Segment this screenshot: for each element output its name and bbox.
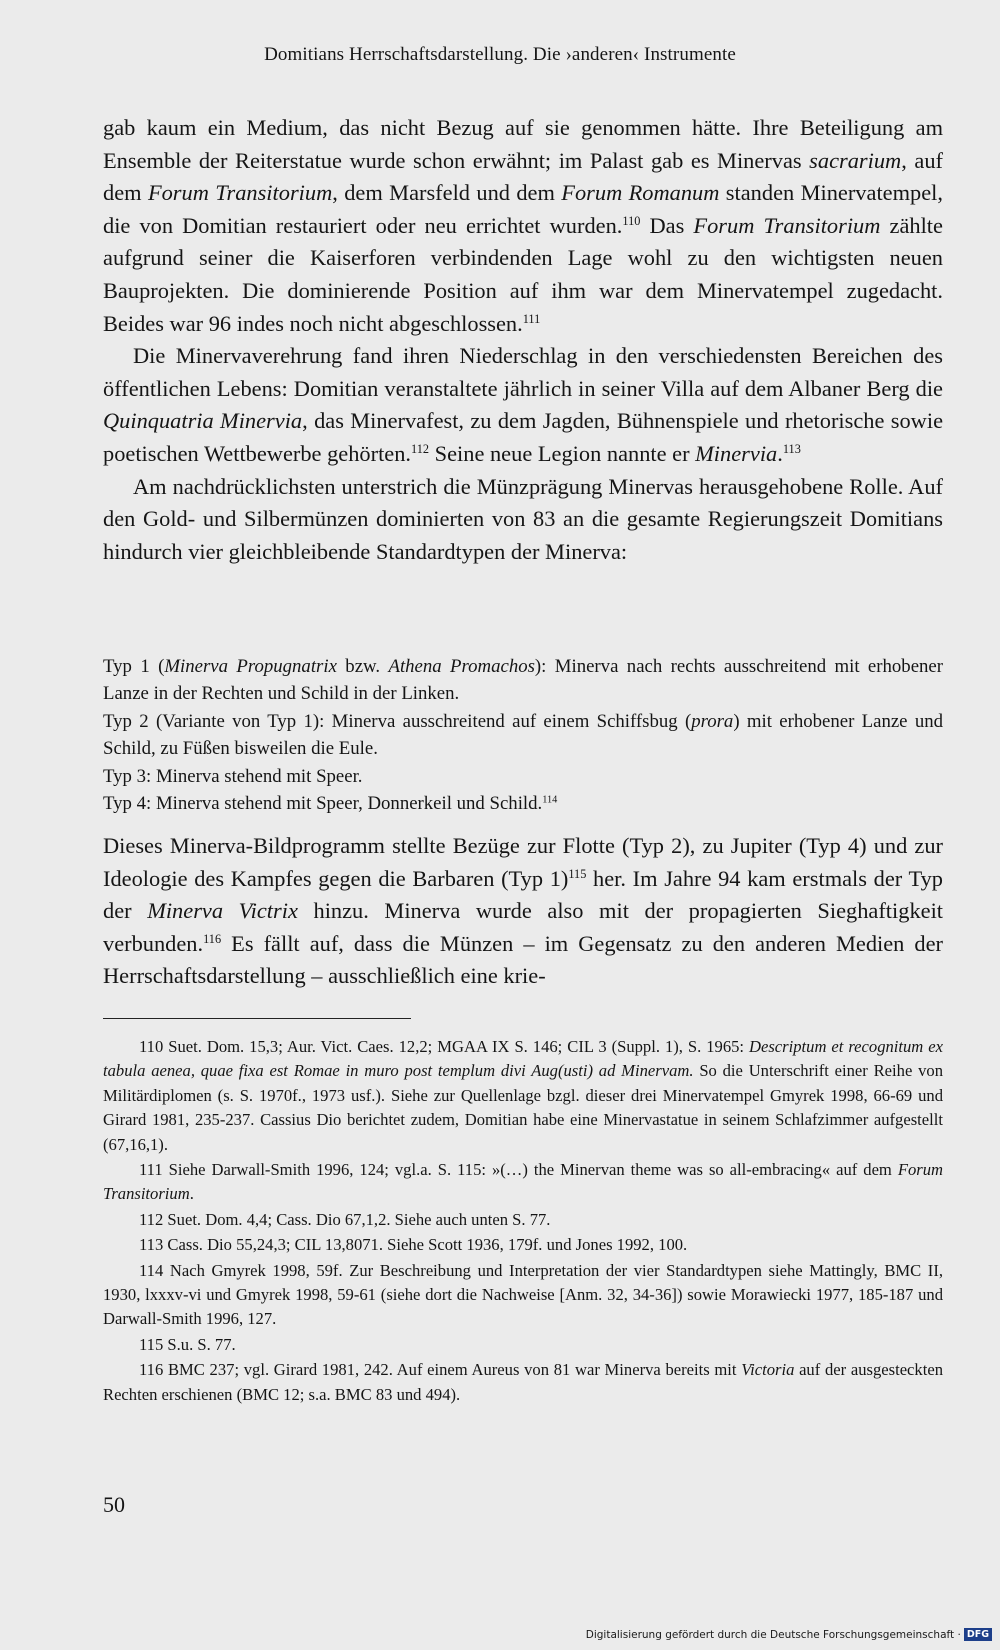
footnote-110: 110 Suet. Dom. 15,3; Aur. Vict. Caes. 12,2; MGAA IX S. 146; CIL 3 (Suppl. 1), S. 1965: Descriptum et recognitum ex tabula aenea, quae fixa est Romae in muro post templum divi Aug(usti) ad Minervam. So die Unterschrift einer Reihe von Militärdiplomen (s. S. 1970f., 1973 usf.). Siehe zur Quellenlage bzgl. dieser drei Minervatempel Gmyrek 1998, 66-69 und Girard 1981, 235-237. Cassius Dio berichtet zudem, Domitian habe eine Minervastatue in seinem Schlafzimmer aufgestellt (67,16,1). (103, 1037, 944, 1154)
paragraph-4: Dieses Minerva-Bildprogramm stellte Bezüge zur Flotte (Typ 2), zu Jupiter (Typ 4) und zur Ideologie des Kampfes gegen die Barbaren (Typ 1)$^{115}$ her. Im Jahre 94 kam erstmals der Typ der Minerva Victrix hinzu. Minerva wurde also mit der propagierten Sieghaftigkeit verbunden.$^{116}$ Es fällt auf, dass die Münzen – im Gegensatz zu den anderen Medien der Herrschaftsdarstellung – ausschließlich eine krie- (103, 833, 944, 989)
credit-text: Digitalisierung gefördert durch die Deutsche Forschungsgemeinschaft · (585, 1628, 961, 1641)
footnote-113: 113 Cass. Dio 55,24,3; CIL 13,8071. Siehe Scott 1936, 179f. und Jones 1992, 100. (139, 1235, 688, 1255)
footnote-112: 112 Suet. Dom. 4,4; Cass. Dio 67,1,2. Siehe auch unten S. 77. (139, 1209, 551, 1229)
coin-type-list (103, 653, 943, 817)
paragraph-2: Die Minervaverehrung fand ihren Niederschlag in den verschiedensten Bereichen des öffentlichen Lebens: Domitian veranstaltete jährlich in seiner Villa auf dem Albaner Berg die Quinquatria Minervia, das Minervafest, zu dem Jagden, Bühnenspiele und rhetorische sowie poetischen Wettbewerbe gehörten.$^{112}$ Seine neue Legion nannte er Minervia.$^{113}$ (103, 343, 944, 466)
dfg-logo: DFG (964, 1628, 992, 1641)
coin-type-3: Typ 3: Minerva stehend mit Speer. (103, 765, 363, 787)
main-text-upper (103, 112, 943, 568)
footnote-ref-111[interactable]: 111 (522, 311, 541, 326)
paragraph-3: Am nachdrücklichsten unterstrich die Münzprägung Minervas herausgehobene Rolle. Auf den Gold- und Silbermünzen dominierten von 83 an die gesamte Regierungszeit Domitians hindurch vier gleichbleibende Standardtypen der Minerva: (103, 473, 943, 564)
paragraph-1: gab kaum ein Medium, das nicht Bezug auf sie genommen hätte. Ihre Beteiligung am Ensemble der Reiterstatue wurde schon erwähnt; im Palast gab es Minervas sacrarium, auf dem Forum Transitorium, dem Marsfeld und dem Forum Romanum standen Minervatempel, die von Domitian restauriert oder neu errichtet wurden.$^{110}$ Das Forum Transitorium zählte aufgrund seiner die Kaiserforen verbindenden Lage wohl zu den wichtigsten neuen Bauprojekten. Die dominierende Position auf ihm war dem Minervatempel zugedacht. Beides war 96 indes noch nicht abgeschlossen.$^{111}$ (103, 115, 943, 336)
coin-type-2: Typ 2 (Variante von Typ 1): Minerva ausschreitend auf einem Schiffsbug (prora) mit erhobener Lanze und Schild, zu Füßen bisweilen die Eule. (103, 710, 943, 760)
footnote-ref-115[interactable]: 115 (568, 866, 587, 881)
running-head: Domitians Herrschaftsdarstellung. Die ›anderen‹ Instrumente (264, 44, 736, 65)
footnote-ref-110[interactable]: 110 (622, 213, 641, 228)
footnote-115: 115 S.u. S. 77. (139, 1334, 236, 1354)
coin-type-1: Typ 1 (Minerva Propugnatrix bzw. Athena Promachos): Minerva nach rechts ausschreitend mit erhobener Lanze in der Rechten und Schild in der Linken. (103, 656, 944, 705)
main-text-lower (103, 830, 943, 993)
footnote-111: 111 Siehe Darwall-Smith 1996, 124; vgl.a. S. 115: »(…) the Minervan theme was so all-embracing« auf dem Forum Transitorium. (103, 1160, 943, 1204)
digitization-credit (586, 1628, 992, 1641)
page-number: 50 (103, 1492, 125, 1517)
footnotes (103, 1035, 943, 1407)
coin-type-4: Typ 4: Minerva stehend mit Speer, Donnerkeil und Schild.$^{114}$ (103, 793, 558, 815)
footnote-separator (103, 1018, 411, 1019)
footnote-ref-112[interactable]: 112 (411, 441, 430, 456)
footnote-ref-113[interactable]: 113 (782, 441, 801, 456)
footnote-116: 116 BMC 237; vgl. Girard 1981, 242. Auf einem Aureus von 81 war Minerva bereits mit Victoria auf der ausgesteckten Rechten erschienen (BMC 12; s.a. BMC 83 und 494). (103, 1360, 943, 1404)
footnote-114: 114 Nach Gmyrek 1998, 59f. Zur Beschreibung und Interpretation der vier Standardtypen siehe Mattingly, BMC II, 1930, lxxxv-vi und Gmyrek 1998, 59-61 (siehe dort die Nachweise [Anm. 32, 34-36]) sowie Morawiecki 1977, 185-187 und Darwall-Smith 1996, 127. (103, 1260, 943, 1329)
footnote-ref-116[interactable]: 116 (203, 931, 222, 946)
footnote-ref-114[interactable]: 114 (542, 794, 558, 806)
